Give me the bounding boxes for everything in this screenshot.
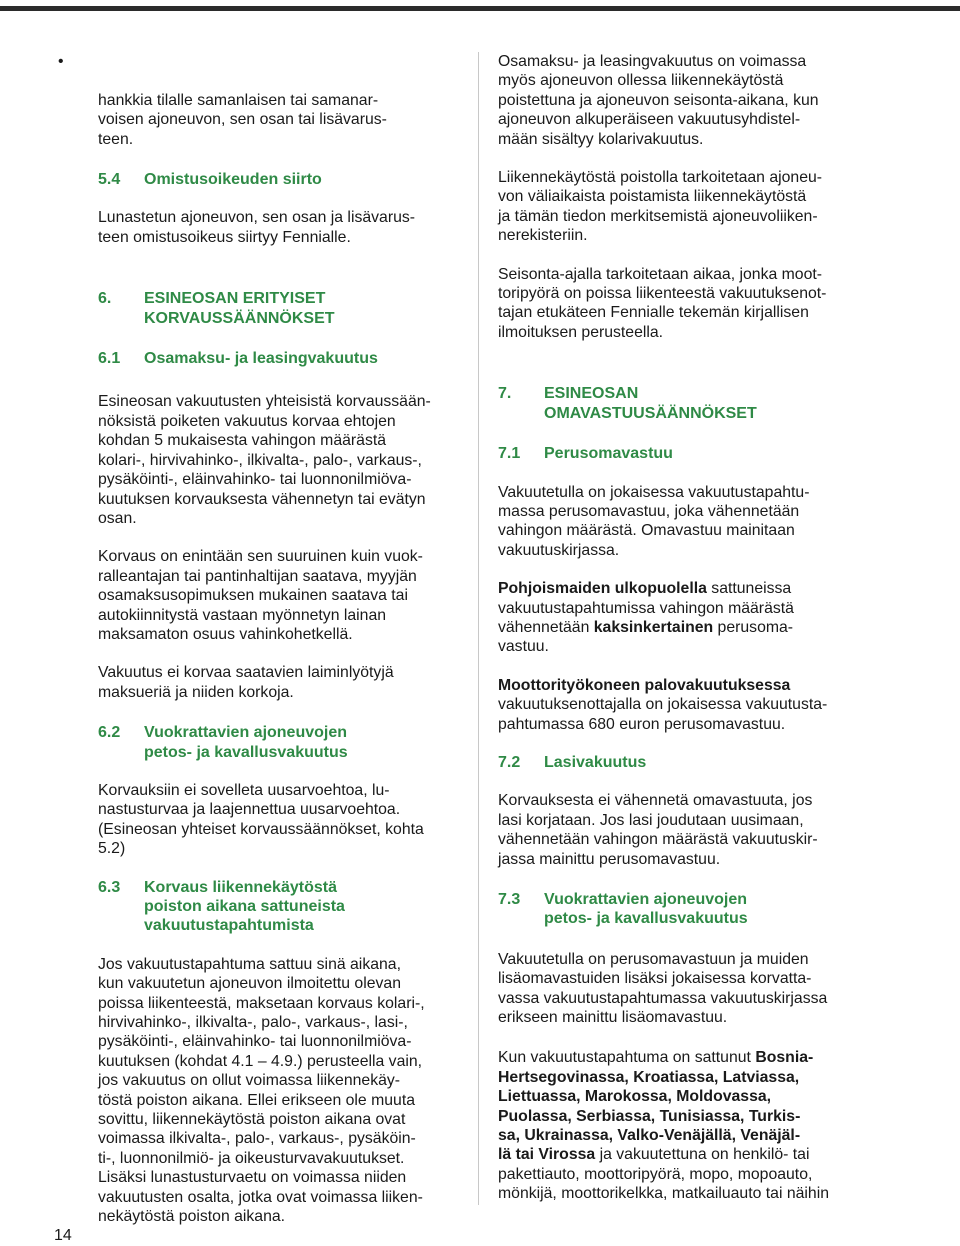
section-number: 7.2 bbox=[498, 753, 521, 771]
bold-phrase: kaksinkertainen bbox=[593, 618, 714, 636]
text-run: ja vakuutettuna on henkilö- tai pakettiauto, moottoripyörä, mopo, mopoauto, mönkijä, moottorikelkka, matkailuauto tai näihin bbox=[498, 1146, 830, 1203]
heading-7-1 bbox=[498, 444, 868, 463]
section-number: 6.3 bbox=[98, 878, 121, 896]
bullet-text: hankkia tilalle samanlaisen tai samanar- voisen ajoneuvon, sen osan tai lisävarus- teen. bbox=[98, 91, 387, 148]
section-title: ESINEOSAN ERITYISET KORVAUSSÄÄNNÖKSET bbox=[144, 290, 335, 327]
heading-7 bbox=[498, 384, 868, 423]
bullet-dot-icon: • bbox=[58, 53, 64, 70]
section-title: Korvaus liikennekäytöstä poiston aikana sattuneista vakuutustapahtumista bbox=[144, 878, 345, 935]
paragraph: Vakuutus ei korvaa saatavien laiminlyötyjä maksueriä ja niiden korkoja. bbox=[98, 664, 394, 701]
heading-6-3 bbox=[98, 878, 468, 936]
paragraph: Vakuutetulla on jokaisessa vakuutustapahtu- massa perusomavastuu, joka vähennetään vahingon määrästä. Omavastuu mainitaan vakuutuskirjassa. bbox=[498, 483, 810, 559]
section-number: 7. bbox=[498, 385, 512, 403]
left-column bbox=[58, 52, 468, 1246]
paragraph: Osamaksu- ja leasingvakuutus on voimassa myös ajoneuvon ollessa liikennekäytöstä poistettuna ja ajoneuvon seisonta-aikana, kun ajoneuvon alkuperäiseen vakuutusyhdistel- mään sisältyy kolarivakuutus. bbox=[498, 53, 819, 148]
text-run: perusoma- vastuu. bbox=[498, 618, 794, 656]
column-divider bbox=[478, 52, 479, 1205]
heading-7-3 bbox=[498, 890, 868, 929]
text-run: vakuutuksenottajalla on jokaisessa vakuutusta- pahtumassa 680 euron perusomavastuu. bbox=[498, 696, 828, 733]
paragraph: Lunastetun ajoneuvon, sen osan ja lisävarus- teen omistusoikeus siirtyy Fennialle. bbox=[98, 209, 416, 246]
bold-phrase: Moottorityökoneen palovakuutuksessa bbox=[498, 676, 791, 694]
section-number: 6.2 bbox=[98, 724, 121, 742]
page-number: 14 bbox=[54, 1227, 72, 1244]
paragraph: Esineosan vakuutusten yhteisistä korvaussään- nöksistä poiketen vakuutus korvaa ehtojen kohdan 5 mukaisesta vahingon määrästä kolari-, hirvivahinko-, ilkivalta-, palo-, varkaus-, pysäköinti-, eläinvahinko- tai luonnonilmiöva- kuutuksen korvauksesta vähennetyn tai evätyn osan. bbox=[98, 393, 431, 527]
bullet-item bbox=[58, 52, 468, 149]
paragraph bbox=[498, 1048, 868, 1203]
section-number: 5.4 bbox=[98, 171, 121, 189]
paragraph: Seisonta-ajalla tarkoitetaan aikaa, jonka moot- toripyörä on poissa liikenteestä vakuutuksenot- tajan etukäteen Fennialle tekemän kirjallisen ilmoituksen perusteella. bbox=[498, 265, 827, 341]
section-number: 6.1 bbox=[98, 350, 121, 368]
section-title: Omistusoikeuden siirto bbox=[144, 171, 322, 189]
section-title: ESINEOSAN OMAVASTUUSÄÄNNÖKSET bbox=[544, 385, 757, 422]
heading-5-4 bbox=[98, 170, 468, 189]
text-run: sattuneissa vakuutustapahtumissa vahingon määrästä vähennetään bbox=[498, 580, 794, 636]
heading-6-1 bbox=[98, 349, 468, 368]
paragraph bbox=[498, 676, 868, 734]
section-title: Lasivakuutus bbox=[544, 753, 647, 771]
section-number: 7.3 bbox=[498, 891, 521, 908]
paragraph: Korvaus on enintään sen suuruinen kuin vuok- ralleantajan tai pantinhaltijan saatava, myyjän osamaksusopimuksen mukainen saatava tai autokiinnitystä vastaan myönnetyn lainan maksamaton osuus vahinkohetkellä. bbox=[98, 548, 423, 643]
section-title: Vuokrattavien ajoneuvojen petos- ja kavallusvakuutus bbox=[144, 724, 348, 761]
heading-7-2 bbox=[498, 753, 868, 772]
section-number: 7.1 bbox=[498, 445, 521, 463]
text-run: Kun vakuutustapahtuma on sattunut bbox=[498, 1049, 756, 1067]
right-column bbox=[498, 52, 868, 1223]
section-number: 6. bbox=[98, 290, 112, 308]
section-title: Osamaksu- ja leasingvakuutus bbox=[144, 350, 378, 368]
section-title: Perusomavastuu bbox=[544, 445, 673, 463]
paragraph: Korvauksiin ei sovelleta uusarvoehtoa, lu- nastusturvaa ja laajennettua uusarvoehtoa. (Esineosan yhteiset korvaussäännökset, kohta 5.2) bbox=[98, 781, 424, 858]
section-title: Vuokrattavien ajoneuvojen petos- ja kavallusvakuutus bbox=[544, 891, 748, 928]
bold-phrase: Pohjoismaiden ulkopuolella bbox=[498, 580, 707, 598]
paragraph: Korvauksesta ei vähennetä omavastuuta, jos lasi korjataan. Jos lasi joudutaan uusimaan, vähennetään vahingon määrästä vakuutuskir- jassa mainittu perusomavastuu. bbox=[498, 792, 818, 868]
paragraph: Liikennekäytöstä poistolla tarkoitetaan ajoneu- von väliaikaista poistamista liikennekäytöstä ja tämän tiedon merkitsemistä ajoneuvoliiken- nerekisteriin. bbox=[498, 169, 823, 245]
bold-phrase: Bosnia- Hertsegovinassa, Kroatiassa, Latviassa, Liettuassa, Marokossa, Moldovassa, Puolassa, Serbiassa, Tunisiassa, Turkis- sa, Ukrainassa, Valko-Venäjällä, Venäjäl- lä tai Virossa bbox=[498, 1049, 814, 1164]
heading-6 bbox=[98, 289, 468, 328]
top-rule bbox=[0, 6, 960, 11]
heading-6-2 bbox=[98, 723, 468, 762]
paragraph bbox=[498, 579, 868, 657]
paragraph: Vakuutetulla on perusomavastuun ja muiden lisäomavastuiden lisäksi jokaisessa korvatta- vassa vakuutustapahtumassa vakuutuskirjassa erikseen mainittu lisäomavastuu. bbox=[498, 950, 828, 1027]
paragraph: Jos vakuutustapahtuma sattuu sinä aikana, kun vakuutetun ajoneuvon ilmoitettu olevan poissa liikenteestä, maksetaan korvaus kolari-, hirvivahinko-, ilkivalta-, palo-, varkaus-, lasi-, pysäköinti-, eläinvahinko- tai luonnonilmiöva- kuutuksen (kohdat 4.1 – 4.9.) perusteella vain, jos vakuutus on ollut voimassa liikennekäy- töstä poiston aikana. Ellei erikseen ole muuta sovittu, liikennekäytöstä poiston aikana ovat voimassa ilkivalta-, palo-, varkaus-, pysäköin- ti-, luonnonilmiö- ja oikeusturvavakuutukset. Lisäksi lunastusturvaetu on voimassa niiden vakuutusten osalta, jotka ovat voimassa liiken- nekäytöstä poiston aikana. bbox=[98, 955, 425, 1226]
